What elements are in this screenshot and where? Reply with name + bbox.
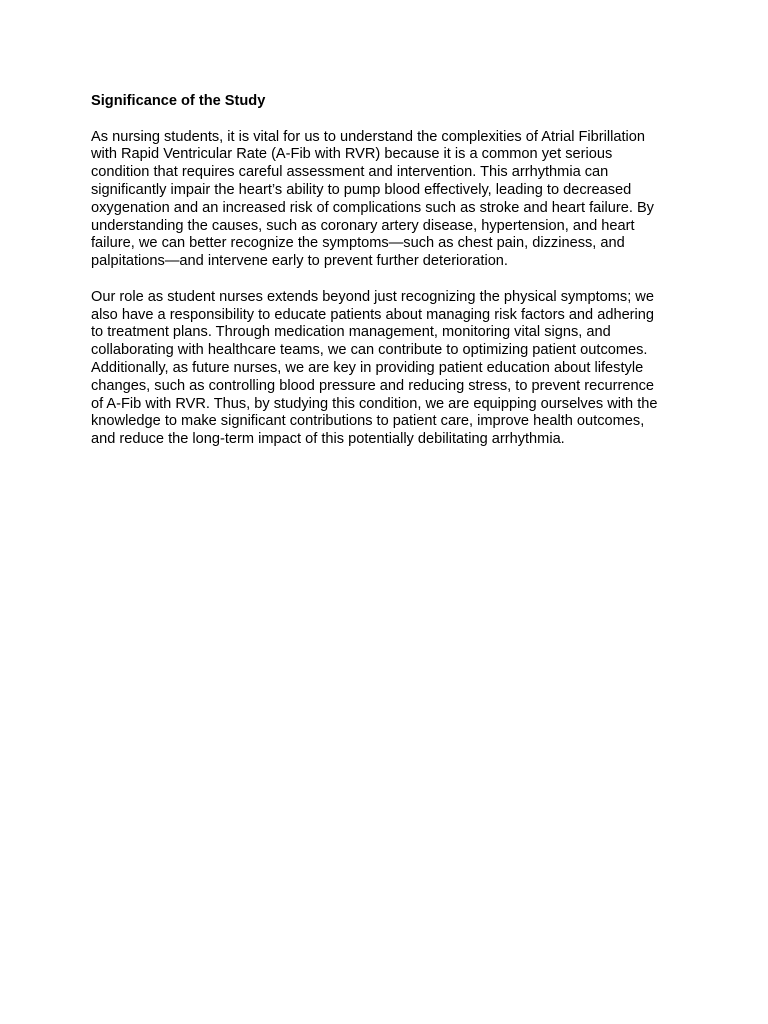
text-line: collaborating with healthcare teams, we can contribute to optimizing patient outcomes. — [91, 342, 648, 359]
text-line: As nursing students, it is vital for us to understand the complexities of Atrial Fibrillation — [91, 128, 646, 145]
text-line: with Rapid Ventricular Rate (A-Fib with RVR) because it is a common yet serious — [91, 146, 613, 163]
text-line: and reduce the long-term impact of this potentially debilitating arrhythmia. — [91, 431, 565, 448]
text-line: failure, we can better recognize the symptoms—such as chest pain, dizziness, and — [91, 235, 625, 252]
document-body — [91, 93, 691, 467]
text-line: condition that requires careful assessment and intervention. This arrhythmia can — [91, 164, 609, 181]
text-line: knowledge to make significant contributions to patient care, improve health outcomes, — [91, 413, 645, 430]
text-line: also have a responsibility to educate patients about managing risk factors and adhering — [91, 306, 655, 323]
text-line: understanding the causes, such as coronary artery disease, hypertension, and heart — [91, 217, 635, 234]
text-line: oxygenation and an increased risk of complications such as stroke and heart failure. By — [91, 199, 654, 216]
text-line: changes, such as controlling blood pressure and reducing stress, to prevent recurrence — [91, 377, 654, 394]
paragraph-significance — [91, 129, 691, 271]
text-line: Additionally, as future nurses, we are key in providing patient education about lifestyle — [91, 359, 644, 376]
text-line: to treatment plans. Through medication management, monitoring vital signs, and — [91, 324, 611, 341]
text-line: significantly impair the heart’s ability to pump blood effectively, leading to decreased — [91, 181, 632, 198]
paragraph-nursing-role — [91, 289, 691, 449]
section-heading: Significance of the Study — [91, 93, 266, 109]
text-line: palpitations—and intervene early to prevent further deterioration. — [91, 253, 508, 270]
text-line: of A-Fib with RVR. Thus, by studying this condition, we are equipping ourselves with the — [91, 395, 658, 412]
text-line: Our role as student nurses extends beyond just recognizing the physical symptoms; we — [91, 288, 654, 305]
